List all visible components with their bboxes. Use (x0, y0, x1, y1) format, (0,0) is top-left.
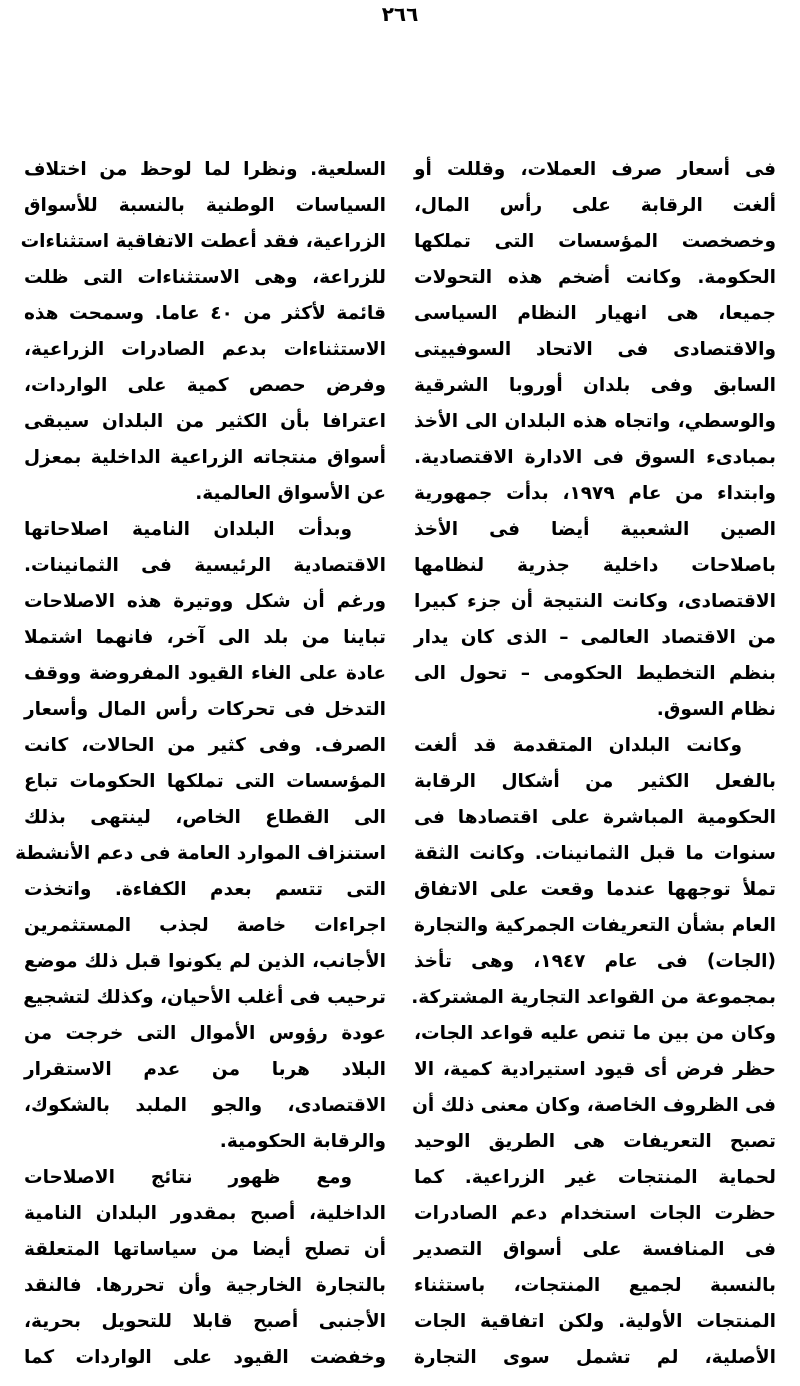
text-line: لحماية المنتجات غير الزراعية. كما (414, 1167, 776, 1188)
text-line: جميعا، هى انهيار النظام السياسى (414, 303, 776, 324)
text-line: أن تصلح أيضا من سياساتها المتعلقة (24, 1239, 386, 1260)
text-line: حظر فرض أى قيود استيرادية كمية، الا (414, 1059, 776, 1080)
text-line: فى الظروف الخاصة، وكان معنى ذلك أن (412, 1095, 776, 1116)
text-line: وكان من بين ما تنص عليه قواعد الجات، (414, 1023, 776, 1044)
text-line: سنوات ما قبل الثمانينات. وكانت الثقة (414, 843, 776, 864)
text-line: الأصلية، لم تشمل سوى التجارة (414, 1347, 776, 1368)
text-line: ألغت الرقابة على رأس المال، (414, 195, 776, 216)
text-line: الصين الشعبية أيضا فى الأخذ (414, 519, 776, 540)
text-line: عن الأسواق العالمية. (195, 483, 386, 504)
text-line: بالتجارة الخارجية وأن تحررها. فالنقد (24, 1275, 386, 1296)
text-line: بالفعل الكثير من أشكال الرقابة (414, 771, 776, 792)
text-line: ورغم أن شكل ووتيرة هذه الاصلاحات (24, 591, 386, 612)
text-line: البلاد هربا من عدم الاستقرار (24, 1059, 386, 1080)
text-line: الداخلية، أصبح بمقدور البلدان النامية (24, 1203, 386, 1224)
text-line: قائمة لأكثر من ٤٠ عاما. وسمحت هذه (24, 303, 386, 324)
text-line: (الجات) فى عام ١٩٤٧، وهى تأخذ (414, 951, 776, 972)
text-line: اعترافا بأن الكثير من البلدان سيبقى (24, 411, 386, 432)
text-line: نظام السوق. (656, 699, 776, 720)
text-line: الى القطاع الخاص، لينتهى بذلك (24, 807, 386, 828)
text-line: فى أسعار صرف العملات، وقللت أو (414, 159, 776, 180)
text-line: بمجموعة من القواعد التجارية المشتركة. (411, 987, 776, 1008)
text-line: السابق وفى بلدان أوروبا الشرقية (414, 375, 776, 396)
text-line: تباينا من بلد الى آخر، فانهما اشتملا (24, 627, 386, 648)
text-line: عودة رؤوس الأموال التى خرجت من (24, 1023, 386, 1044)
text-line: والوسطي، واتجاه هذه البلدان الى الأخذ (414, 411, 776, 432)
text-line: الحكومية المباشرة على اقتصادها فى (414, 807, 776, 828)
text-line: ومع ظهور نتائج الاصلاحات (24, 1167, 352, 1188)
text-line: السلعية. ونظرا لما لوحظ من اختلاف (24, 159, 386, 180)
text-line: التدخل فى تحركات رأس المال وأسعار (24, 699, 386, 720)
text-line: والاقتصادى فى الاتحاد السوفييتى (414, 339, 776, 360)
text-line: وابتداء من عام ١٩٧٩، بدأت جمهورية (414, 483, 776, 504)
text-line: فى المنافسة على أسواق التصدير (414, 1239, 776, 1260)
page-number: ٢٦٦ (381, 2, 419, 26)
text-line: وخفضت القيود على الواردات كما (24, 1347, 386, 1368)
text-line: عادة على الغاء القيود المفروضة ووقف (24, 663, 386, 684)
text-line: باصلاحات داخلية جذرية لنظامها (414, 555, 776, 576)
text-line: استنزاف الموارد العامة فى دعم الأنشطة (15, 843, 386, 864)
text-line: بنظم التخطيط الحكومى – تحول الى (414, 663, 776, 684)
text-line: وخصخصت المؤسسات التى تملكها (414, 231, 776, 252)
text-line: الزراعية، فقد أعطت الاتفاقية استثناءات (20, 231, 386, 252)
text-line: وفرض حصص كمية على الواردات، (24, 375, 386, 396)
text-line: من الاقتصاد العالمى – الذى كان يدار (414, 627, 776, 648)
text-line: الاقتصادى، والجو الملبد بالشكوك، (24, 1095, 386, 1116)
text-line: تملأ توجهها عندما وقعت على الاتفاق (414, 879, 776, 900)
text-line: الأجانب، الذين لم يكونوا قبل ذلك موضع (24, 951, 386, 972)
text-line: الاقتصادية الرئيسية فى الثمانينات. (24, 555, 386, 576)
text-column-left (15, 152, 386, 1376)
text-line: وبدأت البلدان النامية اصلاحاتها (24, 519, 352, 540)
text-line: السياسات الوطنية بالنسبة للأسواق (24, 195, 386, 216)
text-line: بالنسبة لجميع المنتجات، باستثناء (414, 1275, 776, 1296)
text-line: الحكومة. وكانت أضخم هذه التحولات (414, 267, 776, 288)
text-line: اجراءات خاصة لجذب المستثمرين (24, 915, 386, 936)
text-line: الصرف. وفى كثير من الحالات، كانت (24, 735, 386, 756)
text-line: بمبادىء السوق فى الادارة الاقتصادية. (414, 447, 776, 468)
text-line: المؤسسات التى تملكها الحكومات تباع (24, 771, 386, 792)
text-column-right (411, 152, 776, 1376)
text-line: والرقابة الحكومية. (219, 1131, 386, 1152)
text-line: الاستثناءات بدعم الصادرات الزراعية، (24, 339, 386, 360)
text-line: ترحيب فى أغلب الأحيان، وكذلك لتشجيع (23, 987, 386, 1008)
text-line: المنتجات الأولية. ولكن اتفاقية الجات (414, 1311, 776, 1332)
text-line: التى تتسم بعدم الكفاءة. واتخذت (24, 879, 386, 900)
text-line: الاقتصادى، وكانت النتيجة أن جزء كبيرا (414, 591, 776, 612)
text-line: حظرت الجات استخدام دعم الصادرات (414, 1203, 776, 1224)
text-line: تصبح التعريفات هى الطريق الوحيد (414, 1131, 776, 1152)
text-line: العام بشأن التعريفات الجمركية والتجارة (414, 915, 776, 936)
text-line: وكانت البلدان المتقدمة قد ألغت (414, 735, 742, 756)
text-line: أسواق منتجاته الزراعية الداخلية بمعزل (24, 447, 386, 468)
text-line: الأجنبى أصبح قابلا للتحويل بحرية، (24, 1311, 386, 1332)
text-line: للزراعة، وهى الاستثناءات التى ظلت (24, 267, 386, 288)
